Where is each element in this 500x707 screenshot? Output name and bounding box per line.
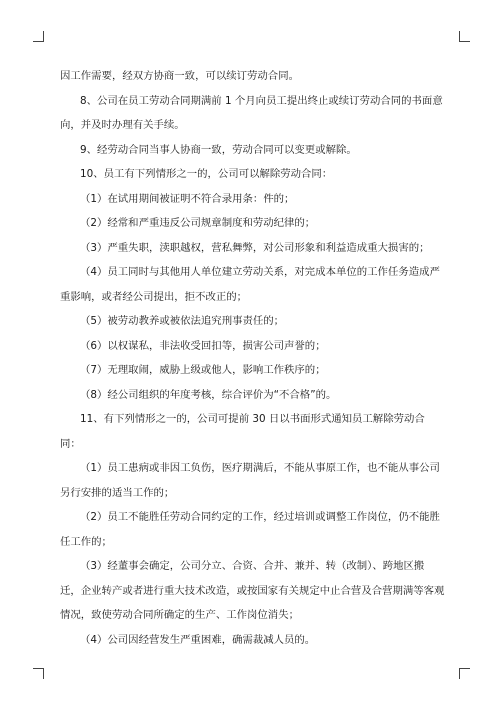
paragraph: 9、经劳动合同当事人协商一致，劳动合同可以变更或解除。 xyxy=(80,143,357,156)
paragraph: （3）严重失职，渎职越权，营私舞弊，对公司形象和利益造成重大损害的； xyxy=(80,241,430,254)
paragraph: （7）无理取闹，威胁上级或他人，影响工作秩序的； xyxy=(80,364,326,376)
paragraph: （5）被劳动教养或被依法追究刑事责任的； xyxy=(80,315,285,327)
paragraph: 8、公司在员工劳动合同期满前 1 个月向员工提出终止或续订劳动合同的书面意向，并及时办理有关手续。 xyxy=(60,94,443,131)
paragraph: （2）经常和严重违反公司规章制度和劳动纪律的； xyxy=(80,217,316,229)
paragraph: （1）员工患病或非因工负伤，医疗期满后，不能从事原工作，也不能从事公司另行安排的适当工作的； xyxy=(60,462,440,499)
paragraph: 11、有下列情形之一的，公司可提前 30 日以书面形式通知员工解除劳动合同： xyxy=(60,413,425,450)
paragraph: （4）公司因经营发生严重困难，确需裁减人员的。 xyxy=(80,633,316,646)
paragraph: （4）员工同时与其他用人单位建立劳动关系，对完成本单位的工作任务造成严重影响，或者经公司提出，拒不改正的； xyxy=(60,266,440,303)
crop-mark-top-left xyxy=(33,31,44,42)
paragraph: （6）以权谋私，非法收受回扣等，损害公司声誉的； xyxy=(80,339,326,352)
crop-mark-top-right xyxy=(459,31,470,42)
crop-mark-bottom-left xyxy=(33,668,44,679)
document-body xyxy=(60,64,445,652)
paragraph: 因工作需要，经双方协商一致，可以续订劳动合同。 xyxy=(60,70,299,82)
paragraph: （3）经董事会确定，公司分立、合资、合并、兼并、转（改制）、跨地区搬迁，企业转产或者进行重大技术改造，或按国家有关规定中止合营及合营期满等客观情况，致使劳动合同所确定的生产、工作岗位消失； xyxy=(60,560,445,621)
paragraph: （1）在试用期间被证明不符合录用条：件的； xyxy=(80,192,295,205)
paragraph: （8）经公司组织的年度考核，综合评价为“不合格”的。 xyxy=(80,388,337,401)
crop-mark-bottom-right xyxy=(459,668,470,679)
paragraph: （2）员工不能胜任劳动合同约定的工作，经过培训或调整工作岗位，仍不能胜任工作的； xyxy=(60,511,440,548)
paragraph: 10、员工有下列情形之一的，公司可以解除劳动合同： xyxy=(80,168,333,180)
